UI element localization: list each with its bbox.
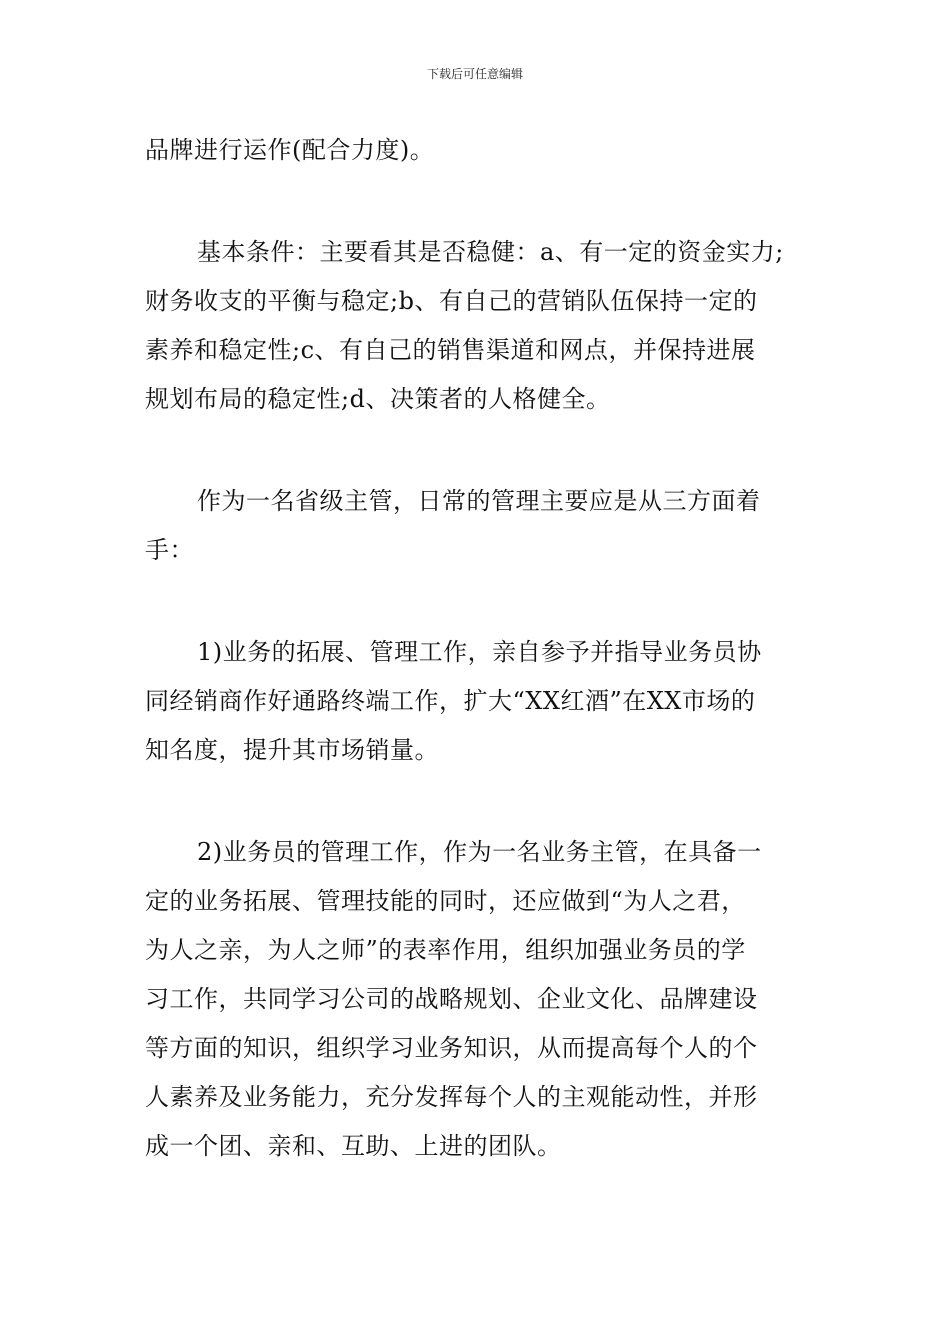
document-body — [145, 126, 815, 1171]
text-line: 定的业务拓展、管理技能的同时，还应做到“为人之君， — [145, 887, 746, 915]
paragraph-basic-conditions — [145, 228, 815, 424]
paragraph-gap — [145, 424, 815, 477]
text-line: 同经销商作好通路终端工作，扩大“XX红酒”在XX市场的 — [145, 687, 756, 715]
text-line: 知名度，提升其市场销量。 — [145, 736, 439, 764]
paragraph-gap — [145, 575, 815, 628]
text-line: 1)业务的拓展、管理工作，亲自参予并指导业务员协 — [197, 638, 762, 666]
paragraph-item-1 — [145, 628, 815, 775]
paragraph-gap — [145, 775, 815, 828]
page-header: 下载后可任意编辑 — [426, 67, 523, 81]
paragraph-item-2 — [145, 828, 815, 1171]
paragraph-management-intro — [145, 477, 815, 575]
text-line: 人素养及业务能力，充分发挥每个人的主观能动性，并形 — [145, 1083, 758, 1111]
text-line: 等方面的知识，组织学习业务知识，从而提高每个人的个 — [145, 1034, 758, 1062]
text-line: 基本条件：主要看其是否稳健：a、有一定的资金实力; — [197, 238, 784, 266]
text-line: 作为一名省级主管，日常的管理主要应是从三方面着 — [197, 487, 761, 515]
text-line: 财务收支的平衡与稳定;b、有自己的营销队伍保持一定的 — [145, 287, 758, 315]
text-line: 手： — [145, 536, 194, 564]
text-line: 成一个团、亲和、互助、上进的团队。 — [145, 1132, 562, 1160]
text-line: 素养和稳定性;c、有自己的销售渠道和网点，并保持进展 — [145, 336, 756, 364]
text-line: 习工作，共同学习公司的战略规划、企业文化、品牌建设 — [145, 985, 758, 1013]
text-line: 为人之亲，为人之师”的表率作用，组织加强业务员的学 — [145, 936, 746, 964]
text-line: 规划布局的稳定性;d、决策者的人格健全。 — [145, 385, 611, 413]
paragraph-continuation — [145, 126, 815, 175]
text-line: 2)业务员的管理工作，作为一名业务主管，在具备一 — [197, 838, 762, 866]
text-line: 品牌进行运作(配合力度)。 — [145, 136, 435, 164]
paragraph-gap — [145, 175, 815, 228]
